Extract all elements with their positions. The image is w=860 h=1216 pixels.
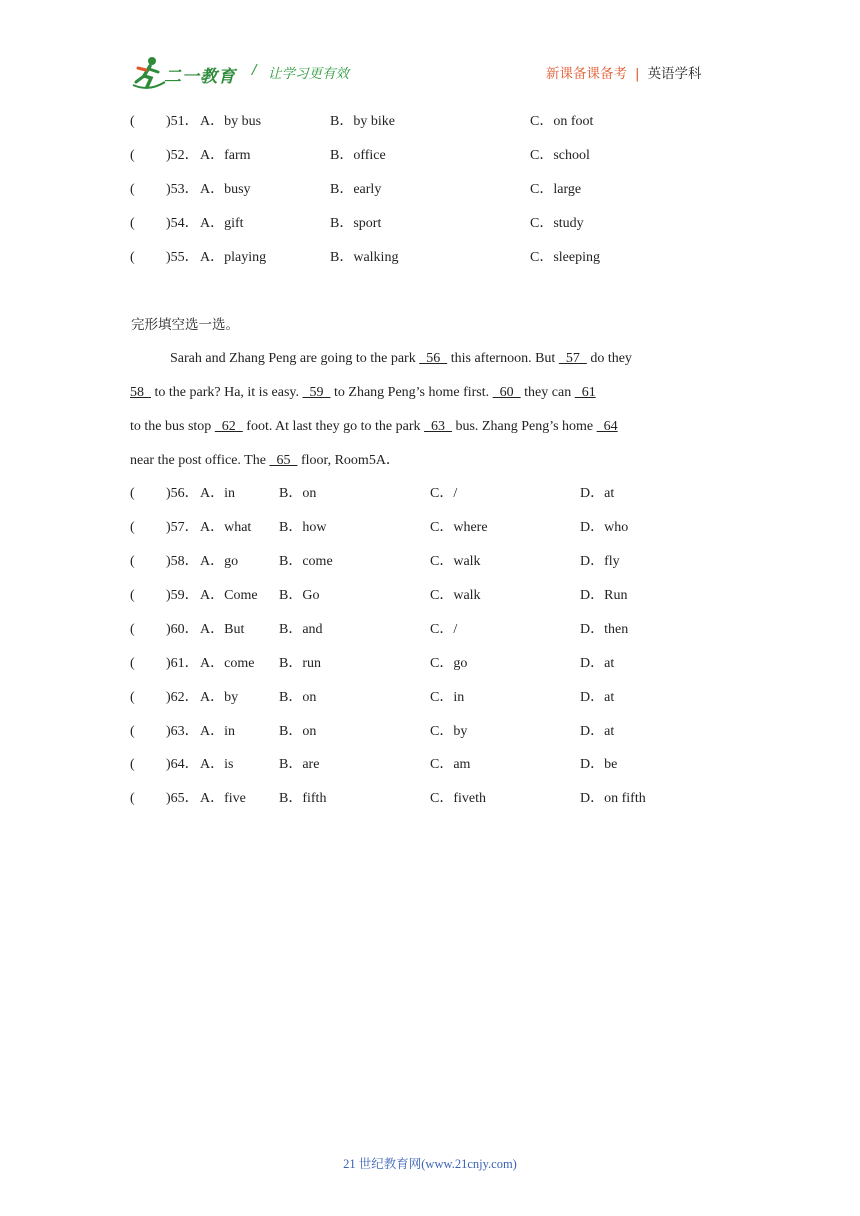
passage-text: to the bus stop xyxy=(130,419,215,434)
option-a: A．by bus xyxy=(200,114,262,129)
option-c: C．go xyxy=(430,656,468,671)
option-b: B．Go xyxy=(279,588,320,603)
answer-paren: ( xyxy=(130,114,135,129)
answer-paren: ( xyxy=(130,622,135,637)
option-d: D．then xyxy=(580,622,629,637)
question-row xyxy=(130,620,730,640)
blank-59: 59 xyxy=(302,385,331,400)
option-d: D．at xyxy=(580,656,615,671)
logo xyxy=(131,54,241,92)
question-row xyxy=(130,789,730,809)
option-d: D．on fifth xyxy=(580,791,646,806)
option-b: B．by bike xyxy=(330,114,395,129)
option-c: C．study xyxy=(530,216,584,231)
option-a: A．is xyxy=(200,757,234,772)
option-a: A．gift xyxy=(200,216,244,231)
question-number: )60． xyxy=(166,622,199,637)
option-c: C．by xyxy=(430,724,468,739)
question-number: )64． xyxy=(166,757,199,772)
option-d: D．be xyxy=(580,757,618,772)
option-c: C．school xyxy=(530,148,590,163)
option-c: C．am xyxy=(430,757,471,772)
subject-label: 英语学科 xyxy=(647,66,702,82)
question-row xyxy=(130,248,730,268)
option-b: B．early xyxy=(330,182,382,197)
option-a: A．come xyxy=(200,656,255,671)
question-number: )59． xyxy=(166,588,199,603)
header-slash: / xyxy=(252,62,257,78)
passage-line xyxy=(130,349,732,369)
passage-text: bus. Zhang Peng’s home xyxy=(451,419,597,434)
option-d: D．who xyxy=(580,520,629,535)
option-a: A．farm xyxy=(200,148,251,163)
option-a: A．in xyxy=(200,724,235,739)
option-a: A．by xyxy=(200,690,239,705)
blank-64: 64 xyxy=(596,419,618,434)
question-number: )62． xyxy=(166,690,199,705)
question-number: )52． xyxy=(166,148,199,163)
slogan: 让学习更有效 xyxy=(268,66,349,82)
option-a: A．But xyxy=(200,622,245,637)
passage-line xyxy=(130,451,732,471)
section-title: 完形填空选一选。 xyxy=(131,317,239,333)
option-d: D．Run xyxy=(580,588,628,603)
option-c: C．/ xyxy=(430,622,458,637)
option-d: D．at xyxy=(580,486,615,501)
question-row xyxy=(130,112,730,132)
answer-paren: ( xyxy=(130,520,135,535)
question-row xyxy=(130,722,730,742)
runner-logo-icon xyxy=(131,54,167,90)
answer-paren: ( xyxy=(130,554,135,569)
question-number: )61． xyxy=(166,656,199,671)
option-b: B．run xyxy=(279,656,321,671)
passage-text: do they xyxy=(586,351,632,366)
passage-text: foot. At last they go to the park xyxy=(242,419,424,434)
answer-paren: ( xyxy=(130,216,135,231)
passage-text: they can xyxy=(520,385,575,400)
question-number: )65． xyxy=(166,791,199,806)
passage-text: floor, Room5A． xyxy=(297,453,400,468)
question-row xyxy=(130,484,730,504)
option-c: C．on foot xyxy=(530,114,594,129)
passage-text: Sarah and Zhang Peng are going to the park xyxy=(170,351,420,366)
answer-paren: ( xyxy=(130,656,135,671)
option-c: C．walk xyxy=(430,554,481,569)
option-b: B．come xyxy=(279,554,333,569)
option-d: D．at xyxy=(580,690,615,705)
question-row xyxy=(130,586,730,606)
passage-text: near the post office. The xyxy=(130,453,270,468)
option-b: B．on xyxy=(279,690,317,705)
blank-63: 63 xyxy=(423,419,452,434)
blank-61: 61 xyxy=(574,385,596,400)
option-b: B．sport xyxy=(330,216,382,231)
option-a: A．busy xyxy=(200,182,251,197)
question-row xyxy=(130,146,730,166)
option-a: A．five xyxy=(200,791,246,806)
option-b: B．on xyxy=(279,486,317,501)
option-a: A．in xyxy=(200,486,235,501)
question-number: )55． xyxy=(166,250,199,265)
blank-62: 62 xyxy=(214,419,243,434)
question-number: )63． xyxy=(166,724,199,739)
question-number: )58． xyxy=(166,554,199,569)
option-b: B．fifth xyxy=(279,791,327,806)
option-a: A．what xyxy=(200,520,252,535)
page-header xyxy=(0,0,860,100)
question-number: )56． xyxy=(166,486,199,501)
question-row xyxy=(130,552,730,572)
blank-65: 65 xyxy=(269,453,298,468)
question-row xyxy=(130,518,730,538)
option-b: B．on xyxy=(279,724,317,739)
passage-text: to Zhang Peng’s home first. xyxy=(330,385,493,400)
question-number: )54． xyxy=(166,216,199,231)
answer-paren: ( xyxy=(130,486,135,501)
question-row xyxy=(130,688,730,708)
blank-56: 56 xyxy=(419,351,448,366)
answer-paren: ( xyxy=(130,250,135,265)
answer-paren: ( xyxy=(130,690,135,705)
option-c: C．fiveth xyxy=(430,791,486,806)
option-c: C．in xyxy=(430,690,465,705)
option-a: A．go xyxy=(200,554,239,569)
question-number: )57． xyxy=(166,520,199,535)
question-row xyxy=(130,180,730,200)
passage-text: this afternoon. But xyxy=(447,351,559,366)
course-label: 新课备课备考 xyxy=(546,66,627,82)
question-row xyxy=(130,654,730,674)
option-b: B．are xyxy=(279,757,320,772)
option-c: C．walk xyxy=(430,588,481,603)
blank-58: 58 xyxy=(130,385,151,400)
option-c: C．where xyxy=(430,520,488,535)
blank-60: 60 xyxy=(492,385,521,400)
passage-line xyxy=(130,417,732,437)
header-separator: | xyxy=(635,66,640,82)
passage-text: to the park? Ha, it is easy. xyxy=(151,385,303,400)
option-d: D．at xyxy=(580,724,615,739)
option-b: B．and xyxy=(279,622,323,637)
passage-line xyxy=(130,383,732,403)
option-d: D．fly xyxy=(580,554,620,569)
option-a: A．Come xyxy=(200,588,258,603)
logo-text: 二一教育 xyxy=(164,67,236,87)
option-b: B．how xyxy=(279,520,327,535)
option-c: C．large xyxy=(530,182,582,197)
answer-paren: ( xyxy=(130,791,135,806)
answer-paren: ( xyxy=(130,757,135,772)
question-number: )51． xyxy=(166,114,199,129)
answer-paren: ( xyxy=(130,182,135,197)
blank-57: 57 xyxy=(558,351,587,366)
option-a: A．playing xyxy=(200,250,267,265)
question-row xyxy=(130,214,730,234)
option-b: B．walking xyxy=(330,250,399,265)
header-right xyxy=(546,62,702,82)
question-row xyxy=(130,755,730,775)
answer-paren: ( xyxy=(130,724,135,739)
answer-paren: ( xyxy=(130,148,135,163)
question-number: )53． xyxy=(166,182,199,197)
option-c: C．/ xyxy=(430,486,458,501)
option-b: B．office xyxy=(330,148,386,163)
page-footer: 21 世纪教育网(www.21cnjy.com) xyxy=(343,1157,517,1171)
answer-paren: ( xyxy=(130,588,135,603)
option-c: C．sleeping xyxy=(530,250,600,265)
